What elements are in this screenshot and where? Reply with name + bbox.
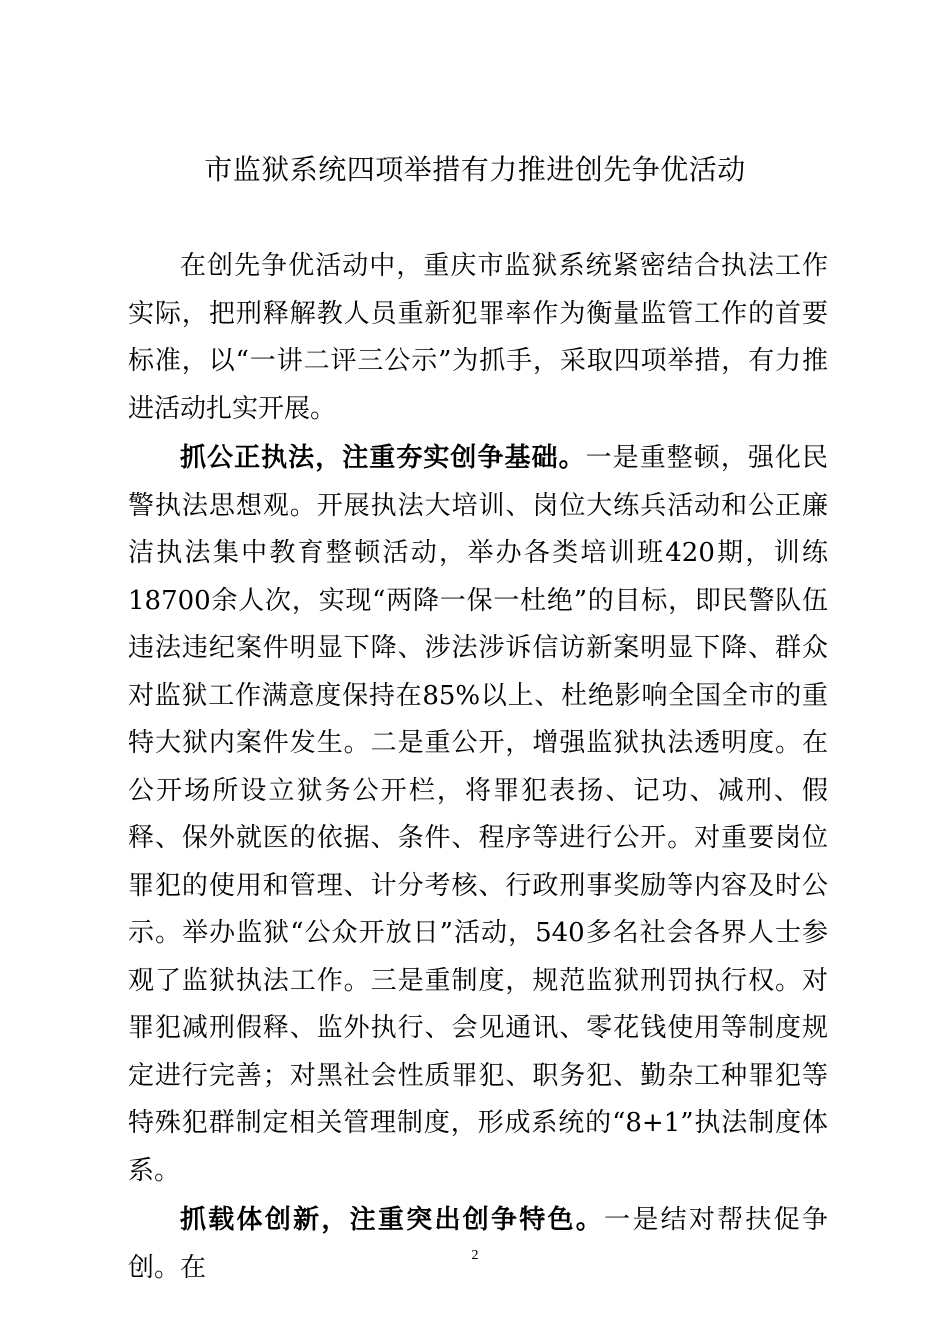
document-body: [128, 243, 828, 1292]
paragraph-lead: 抓载体创新，注重突出创争特色。: [180, 1205, 605, 1235]
page-number: 2: [471, 1248, 479, 1263]
paragraph-carrier-innovation: [128, 1197, 828, 1292]
document-title: 市监狱系统四项举措有力推进创先争优活动: [204, 153, 746, 186]
paragraph-text: 一是结对帮扶促争创。在: [128, 1205, 828, 1283]
paragraph-fair-enforcement: [128, 435, 828, 1195]
paragraph-text: 在创先争优活动中，重庆市监狱系统紧密结合执法工作实际，把刑释解教人员重新犯罪率作为衡量监管工作的首要标准，以“一讲二评三公示”为抓手，采取四项举措，有力推进活动扎实开展。: [128, 251, 828, 424]
paragraph-lead: 抓公正执法，注重夯实创争基础。: [180, 443, 586, 473]
paragraph-intro: [128, 243, 828, 433]
paragraph-text: 一是重整顿，强化民警执法思想观。开展执法大培训、岗位大练兵活动和公正廉洁执法集中教育整顿活动，举办各类培训班420期，训练18700余人次，实现“两降一保一杜绝”的目标，即民警队伍违法违纪案件明显下降、涉法涉诉信访新案明显下降、群众对监狱工作满意度保持在85%以上、杜绝影响全国全市的重特大狱内案件发生。二是重公开，增强监狱执法透明度。在公开场所设立狱务公开栏，将罪犯表扬、记功、减刑、假释、保外就医的依据、条件、程序等进行公开。对重要岗位罪犯的使用和管理、计分考核、行政刑事奖励等内容及时公示。举办监狱“公众开放日”活动，540多名社会各界人士参观了监狱执法工作。三是重制度，规范监狱刑罚执行权。对罪犯减刑假释、监外执行、会见通讯、零花钱使用等制度规定进行完善；对黑社会性质罪犯、职务犯、勤杂工种罪犯等特殊犯群制定相关管理制度，形成系统的“8+1”执法制度体系。: [128, 443, 828, 1186]
